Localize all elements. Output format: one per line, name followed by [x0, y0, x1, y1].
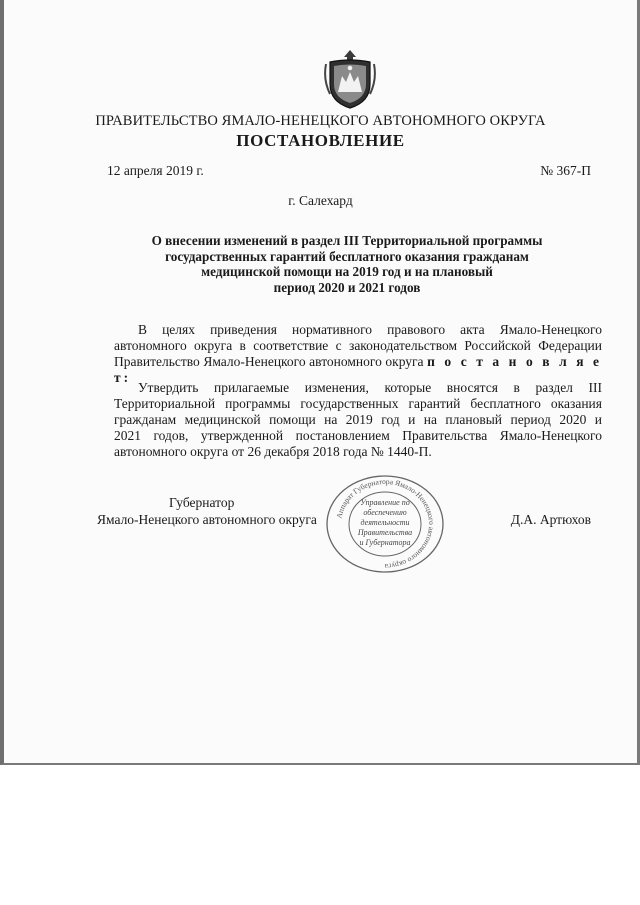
paragraph-line: автономного округа в соответствие с законодательством Российской Федерации	[114, 338, 602, 353]
paragraph-line: автономного округа от 26 декабря 2018 года № 1440-П.	[114, 444, 432, 459]
stamp-center-line: обеспечению	[363, 508, 407, 517]
coat-of-arms-emblem	[322, 48, 378, 110]
paragraph-line-text: Правительство Ямало-Ненецкого автономного округа	[114, 354, 424, 369]
paragraph-line: гражданам медицинской помощи на 2019 год и на плановый период 2020 и	[114, 412, 602, 427]
stamp-center-line: и Губернатора	[359, 538, 411, 547]
organization-name: ПРАВИТЕЛЬСТВО ЯМАЛО-НЕНЕЦКОГО АВТОНОМНОГО ОКРУГА	[95, 113, 546, 129]
paragraph-line: Территориальной программы государственных гарантий бесплатного оказания	[114, 396, 602, 411]
document-type: ПОСТАНОВЛЕНИЕ	[236, 131, 405, 150]
resolution-paragraph	[114, 380, 602, 460]
subject-line: медицинской помощи на 2019 год и на плановый	[201, 264, 493, 279]
resolution-word: п о с т а н о в л я е т:	[114, 354, 603, 385]
signatory-title: Губернатор	[169, 495, 235, 510]
preamble-paragraph	[114, 322, 602, 386]
document-date: 12 апреля 2019 г.	[107, 163, 204, 178]
stamp-center-line: Управление по	[360, 498, 410, 507]
document-number: № 367-П	[540, 163, 591, 178]
paragraph-line: 2021 годов, утвержденной постановлением Правительства Ямало-Ненецкого	[114, 428, 602, 443]
stamp-center-line: деятельности	[360, 518, 410, 527]
paragraph-line: Утвердить прилагаемые изменения, которые вносятся в раздел III	[138, 380, 602, 395]
document-place: г. Салехард	[288, 193, 353, 208]
stamp-center-line: Правительства	[357, 528, 413, 537]
document-subject	[122, 233, 572, 295]
signatory-name: Д.А. Артюхов	[510, 512, 591, 527]
subject-line: О внесении изменений в раздел III Территориальной программы	[151, 233, 543, 248]
paragraph-line: В целях приведения нормативного правового акта Ямало-Ненецкого	[138, 322, 602, 337]
official-stamp	[322, 473, 448, 575]
signatory-organization: Ямало-Ненецкого автономного округа	[97, 512, 317, 527]
stamp-ring-text: Аппарат Губернатора Ямало-Ненецкого автономного округа	[334, 476, 437, 572]
subject-line: государственных гарантий бесплатного оказания гражданам	[165, 248, 529, 264]
subject-line: период 2020 и 2021 годов	[273, 279, 421, 295]
